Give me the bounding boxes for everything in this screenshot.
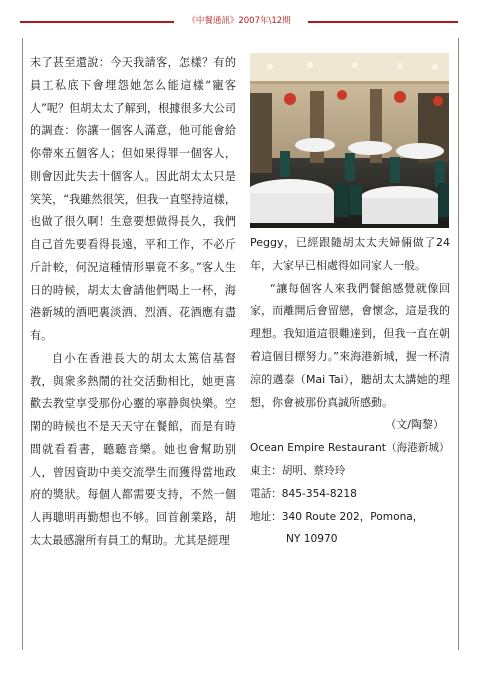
page-border-right	[458, 38, 459, 650]
article-paragraph: 自小在香港長大的胡太太篤信基督教，與衆多熱鬧的社交活動相比，她更喜歡去教堂享受那份心靈的寧静與快樂。空閑的時候也不是天天守在餐館，而是有時間就看看書，聽聽音樂。她也會幫助别人，曾因資助中美交流學生而獲得當地政府的獎狀。每個人都需要支持，不然一個人再聰明再勤想也不够。回首創業路，胡太太最感謝所有員工的幫助。尤其是經理	[30, 351, 236, 547]
restaurant-owner: 東主：胡明、蔡玲玲	[250, 464, 346, 477]
article-paragraph: 末了甚至還說：今天我請客，怎樣？有的員工私底下會埋怨她怎么能這樣“寵客人”呢？但胡太太了解到，根據很多大公司的調查：你讓一個客人滿意，他可能會給你帶來五個客人；但如果得罪一個客人，則會因此失去十個客人。因此胡太太只是笑笑，“我雖然很笑，但我一直堅持這樣，也做了很久啊！生意要想做得長久，我們自己首先要看得長遠，平和工作，不必斤斤計較，何況這種情形畢竟不多。”客人生日的時候，胡太太會請他們喝上一杯，海港新城的酒吧裏淡酒、烈酒、花酒應有盡有。	[30, 56, 236, 342]
article-paragraph: “讓每個客人來我們餐館感覺就像回家，而離開后會留戀，會懷念，這是我的理想。我知道這很難達到，但我一直在朝着這個目標努力。”來海港新城，握一杯清涼的邁泰（Mai Tai），聽胡太太講她的理想，你會被那份真誠所感動。	[250, 281, 450, 409]
page-border-left	[22, 38, 23, 650]
article-right-column	[250, 232, 450, 551]
article-left-column	[30, 52, 236, 553]
restaurant-phone: 電話：845-354-8218	[250, 487, 357, 500]
restaurant-address-line1: 地址：340 Route 202，Pomona，	[250, 510, 424, 523]
article-paragraph: Peggy，已經跟隨胡太太夫婦倆做了24年，大家早已相處得如同家人一般。	[250, 236, 450, 272]
author-byline: （文/陶黎）	[385, 418, 444, 432]
restaurant-dining-room-image	[250, 53, 449, 228]
restaurant-name: Ocean Empire Restaurant（海港新城）	[250, 442, 450, 455]
page-header	[20, 14, 458, 28]
header-title: 《中餐通訊》2007年\12期	[187, 16, 291, 26]
restaurant-photo	[250, 53, 449, 228]
restaurant-address-line2: NY 10970	[286, 533, 338, 546]
